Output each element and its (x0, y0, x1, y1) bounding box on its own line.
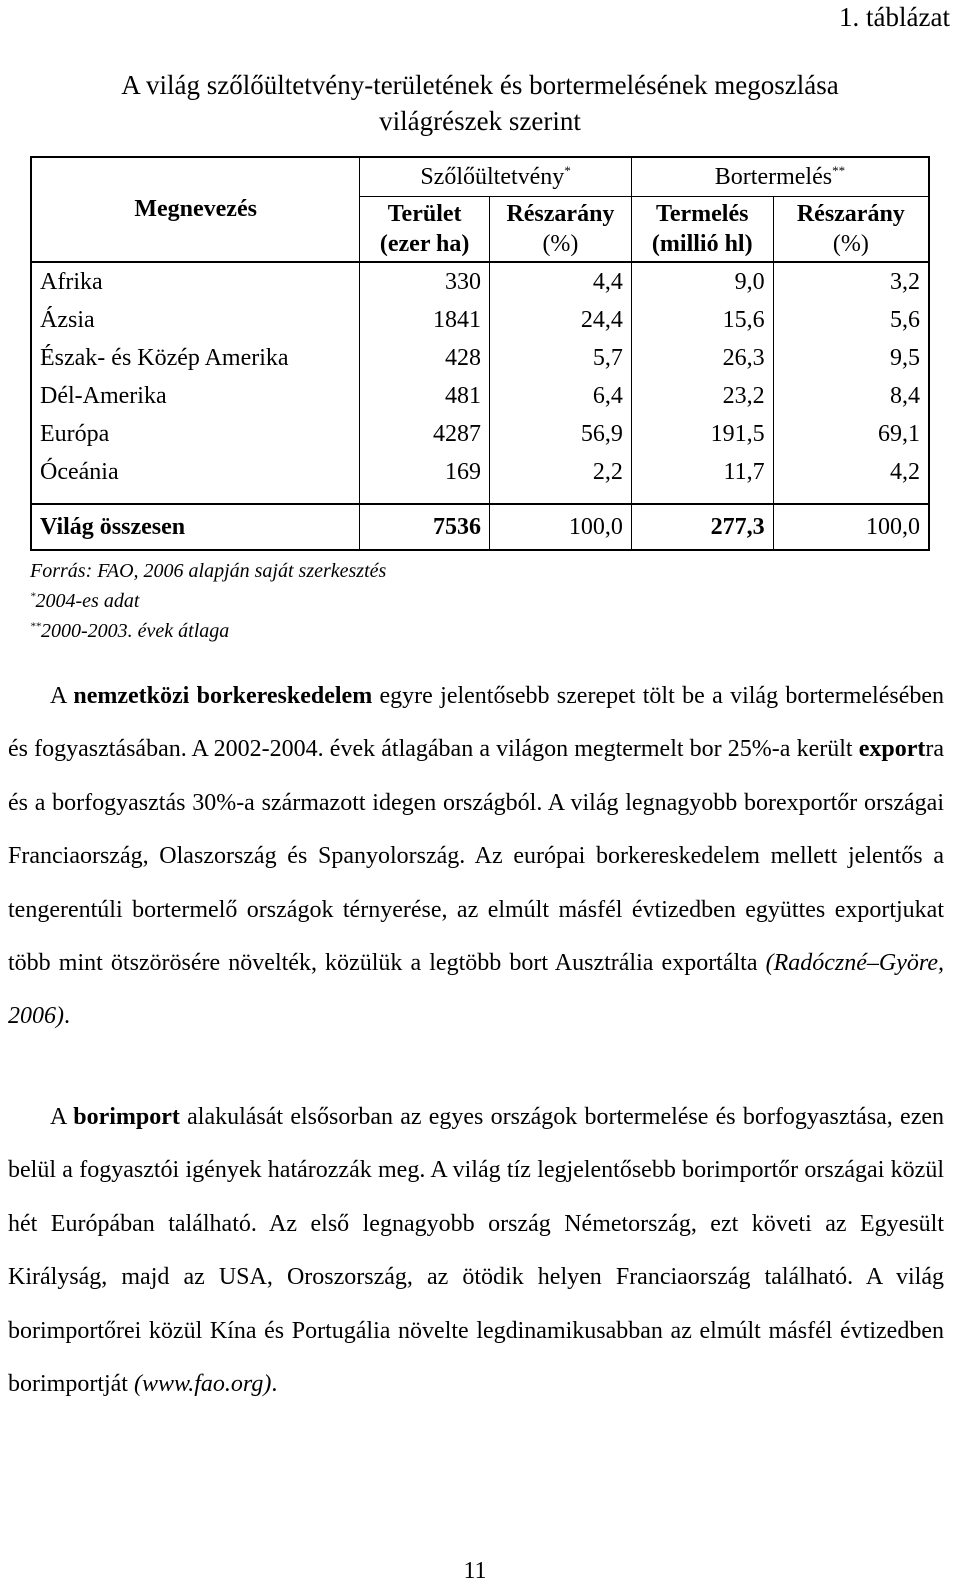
row-area: 428 (360, 339, 490, 377)
row-area: 1841 (360, 301, 490, 339)
total-name: Világ összesen (31, 504, 360, 550)
table-spacer-row (31, 491, 929, 504)
total-area: 7536 (360, 504, 490, 550)
row-area: 330 (360, 262, 490, 301)
table-row (31, 453, 929, 491)
row-production: 11,7 (631, 453, 773, 491)
row-name: Európa (31, 415, 360, 453)
header-production: Termelés (millió hl) (631, 197, 773, 263)
table-total-row (31, 504, 929, 550)
header-group-wine-production: Bortermelés** (631, 157, 929, 197)
total-production: 277,3 (631, 504, 773, 550)
row-share-1: 5,7 (490, 339, 632, 377)
row-share-1: 24,4 (490, 301, 632, 339)
table-notes (30, 556, 386, 646)
row-share-2: 4,2 (773, 453, 929, 491)
row-share-2: 9,5 (773, 339, 929, 377)
row-name: Dél-Amerika (31, 377, 360, 415)
row-production: 26,3 (631, 339, 773, 377)
row-name: Afrika (31, 262, 360, 301)
row-share-2: 8,4 (773, 377, 929, 415)
row-area: 169 (360, 453, 490, 491)
header-share-2: Részarány (%) (773, 197, 929, 263)
footnote-2: **2000-2003. évek átlaga (30, 620, 230, 642)
header-group-vineyard: Szőlőültetvény* (360, 157, 632, 197)
row-share-2: 69,1 (773, 415, 929, 453)
row-name: Óceánia (31, 453, 360, 491)
wine-statistics-table (30, 156, 930, 551)
row-area: 481 (360, 377, 490, 415)
page-number: 11 (463, 1558, 487, 1584)
row-share-2: 3,2 (773, 262, 929, 301)
row-share-2: 5,6 (773, 301, 929, 339)
row-production: 23,2 (631, 377, 773, 415)
header-name: Megnevezés (31, 157, 360, 262)
row-share-1: 6,4 (490, 377, 632, 415)
table-row (31, 262, 929, 301)
source-note: Forrás: FAO, 2006 alapján saját szerkesztés (30, 560, 387, 582)
row-name: Észak- és Közép Amerika (31, 339, 360, 377)
table-title-line-2: világrészek szerint (379, 106, 581, 136)
row-name: Ázsia (31, 301, 360, 339)
table-title-line-1: A világ szőlőültetvény-területének és bortermelésének megoszlása (121, 70, 839, 100)
row-production: 15,6 (631, 301, 773, 339)
header-share-1: Részarány (%) (490, 197, 632, 263)
paragraph-wine-import: A borimport alakulását elsősorban az egyes országok bortermelése és borfogyasztása, ezen belül a fogyasztói igények határozzák meg. A világ tíz legjelentősebb borimportőr országai közül hét Európában található. Az első legnagyobb ország Németország, ezt követi az Egyesült Királyság, majd az USA, Oroszország, az ötödik helyen Franciaország található. A világ borimportőrei közül Kína és Portugália növelte legdinamikusabban az elmúlt másfél évtizedben borimportját (www.fao.org). (8, 1104, 944, 1398)
table-row (31, 301, 929, 339)
row-share-1: 4,4 (490, 262, 632, 301)
paragraph-wine-trade: A nemzetközi borkereskedelem egyre jelentősebb szerepet tölt be a világ bortermelésében és fogyasztásában. A 2002-2004. évek átlagában a világon megtermelt bor 25%-a került exportra és a borfogyasztás 30%-a származott idegen országból. A világ legnagyobb borexportőr országai Franciaország, Olaszország és Spanyolország. Az európai borkereskedelem mellett jelentős a tengerentúli bortermelő országok térnyerése, az elmúlt másfél évtizedben együttes exportjukat több mint ötszörösére növelték, közülük a legtöbb bort Ausztrália exportálta (Radóczné–Györe, 2006). (8, 683, 945, 1030)
table-row (31, 339, 929, 377)
total-share-1: 100,0 (490, 504, 632, 550)
table-row (31, 377, 929, 415)
total-share-2: 100,0 (773, 504, 929, 550)
row-area: 4287 (360, 415, 490, 453)
row-share-1: 56,9 (490, 415, 632, 453)
row-production: 191,5 (631, 415, 773, 453)
row-share-1: 2,2 (490, 453, 632, 491)
footnote-1: *2004-es adat (30, 590, 140, 612)
table-label: 1. táblázat (839, 2, 950, 32)
table-row (31, 415, 929, 453)
header-area: Terület (ezer ha) (360, 197, 490, 263)
row-production: 9,0 (631, 262, 773, 301)
